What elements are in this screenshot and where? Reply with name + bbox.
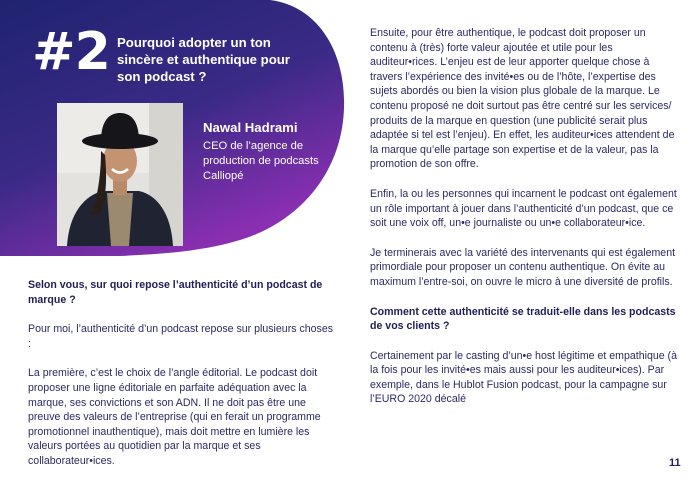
section-number: #2 [32, 22, 110, 82]
interview-question: Comment cette authenticité se traduit-elle dans les podcasts de vos clients ? [370, 305, 676, 333]
portrait-photo [57, 103, 183, 246]
interview-paragraph: Certainement par le casting d’un•e host légitime et empathique (à la fois pour les invité•es mais aussi pour les auditeur•ices). Par exemple, dans le Hublot Fusion podcast, pour la campagne sur l’EURO 2020 décalé [370, 349, 677, 406]
left-column [28, 278, 334, 484]
person-name: Nawal Hadrami [203, 120, 298, 135]
page-number: 11 [669, 457, 681, 469]
interview-paragraph: Je terminerais avec la variété des intervenants qui est également primordiale pour proposer un contenu authentique. On évite au maximum l’entre-soi, on ouvre le micro à une diversité de profils. [370, 246, 676, 288]
interview-question: Selon vous, sur quoi repose l’authenticité d’un podcast de marque ? [28, 279, 323, 306]
section-title: Pourquoi adopter un ton sincère et authentique pour son podcast ? [117, 35, 290, 84]
interview-paragraph: La première, c’est le choix de l’angle éditorial. Le podcast doit proposer une ligne éditoriale en parfaite adéquation avec la marque, ses convictions et son ADN. Il ne doit pas être une preuve des valeurs de l’entreprise (qui en ferait un programme promotionnel inauthentique), mais doit mettre en lumière les valeurs portées au quotidien par la marque et ses collaborateur•ices. [28, 367, 321, 467]
right-column [370, 26, 680, 422]
interview-paragraph: Enfin, la ou les personnes qui incarnent le podcast ont également un rôle important à jouer dans l’authenticité d’un podcast, que ce soit une voix off, un•e journaliste ou un•e collaborateur•ice. [370, 187, 677, 230]
interview-paragraph: Ensuite, pour être authentique, le podcast doit proposer un contenu à (très) forte valeur ajoutée et utile pour les auditeur•rices. L’enjeu est de leur apporter quelque chose à travers l’expérience des invité•es ou de l’hôte, l’expertise des sujets abordés ou bien la vision plus globale de la marque. Le contenu proposé ne doit surtout pas être centré sur les services/ produits de la marque en question (une publicité serait plus adaptée si tel est l’enjeu). En effet, les auditeur•ices attendent de la marque qu’elle partage son expertise et de la valeur, pas la promotion de son offre. [370, 27, 675, 171]
interview-paragraph: Pour moi, l’authenticité d’un podcast repose sur plusieurs choses : [28, 323, 334, 350]
person-role: CEO de l’agence de production de podcasts Calliopé [203, 140, 319, 182]
